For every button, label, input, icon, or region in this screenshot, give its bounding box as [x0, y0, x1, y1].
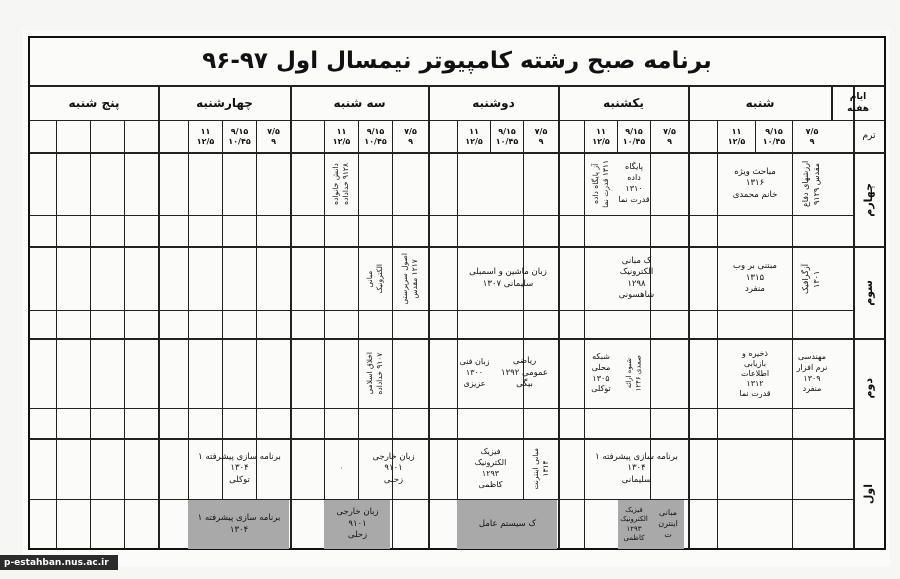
day-sunday: یکشنبه — [603, 95, 644, 110]
class-cell: برنامه سازی پیشرفته ۱ ۱۳۰۴ — [197, 513, 281, 535]
page-title: برنامه صبح رشته کامپیوتر نیمسال اول ۹۷-۹۶ — [202, 48, 712, 74]
col-divider — [56, 120, 57, 549]
slot-3: ۱۱ ۱۲/۵ — [727, 126, 746, 146]
term-label-1: اول — [861, 483, 875, 505]
col-divider — [688, 86, 690, 549]
class-cell: ک سیستم عامل — [478, 518, 537, 529]
row-divider — [29, 408, 854, 409]
class-cell: ۰ — [339, 464, 344, 473]
class-cell: برنامه سازی پیشرفته ۱ ۱۳۰۴ توکلی — [198, 451, 281, 485]
class-cell: آزگرافیک ۱۳۰۱ — [801, 263, 821, 294]
term-label-4: چهارم — [861, 182, 875, 217]
class-cell: اصول سرپرستی ۱۲۱۷ مقدس — [400, 252, 420, 305]
col-divider — [428, 86, 430, 549]
class-cell: پایگاه داده ۱۳۱۰ قدرت نما — [618, 162, 650, 204]
class-cell: دانش خانواده ۹۱۲۸ خداداده — [331, 163, 351, 205]
header-term: ترم — [862, 130, 876, 141]
slot-2: ۹/۱۵ ۱۰/۴۵ — [622, 126, 646, 146]
col-divider — [558, 86, 560, 549]
slot-1: ۷/۵ ۹ — [267, 126, 280, 146]
slot-1: ۷/۵ ۹ — [534, 126, 548, 146]
class-cell: فیزیک الکترونیک ۱۲۹۳ کاظمی — [474, 447, 507, 489]
site-watermark: p-estahban.nus.ac.ir — [0, 555, 118, 570]
header-days-label — [832, 86, 884, 120]
header-hafte: هفته — [847, 104, 869, 114]
term-label-2: دوم — [861, 378, 875, 399]
day-tuesday: سه شنبه — [333, 95, 386, 110]
slot-2: ۹/۱۵ ۱۰/۴۵ — [495, 126, 519, 146]
class-cell: مبانی الکترونیک — [365, 263, 385, 294]
slot-2: ۹/۱۵ ۱۰/۴۵ — [762, 126, 786, 146]
class-cell: زبان خارجی ۹۱۰۱ زحلی — [372, 451, 415, 485]
col-divider — [158, 86, 160, 549]
class-cell: مبتنی بر وب ۱۳۱۵ منفرد — [733, 261, 777, 295]
class-cell: اخلاق اسلامی ۹۱۰۷ خداداده — [365, 352, 385, 395]
class-cell: ارزشهای دفاع مقدس ۹۱۲۹ — [801, 160, 821, 208]
class-cell: آز پایگاه داده ۱۳۱۱ قدرت نما — [590, 160, 610, 208]
class-cell: ذخیره و بازیابی اطلاعات ۱۳۱۲ قدرت نما — [739, 348, 771, 398]
slot-1: ۷/۵ ۹ — [663, 126, 676, 146]
slot-1: ۷/۵ ۹ — [404, 126, 417, 146]
slot-3: ۱۱ ۱۲/۵ — [196, 126, 215, 146]
day-thursday: پنج شنبه — [68, 95, 120, 110]
class-cell: شبوه ارائه صمدی ۱۲۴۶ — [624, 355, 642, 392]
row-divider — [29, 310, 854, 311]
slot-2: ۹/۱۵ ۱۰/۴۵ — [228, 126, 251, 146]
class-cell: ریاضی عمومی ۱۲۹۲ بیگی — [501, 356, 548, 390]
slot-2: ۹/۱۵ ۱۰/۴۵ — [364, 126, 387, 146]
day-monday: دوشنبه — [472, 95, 515, 110]
row-divider — [29, 499, 854, 500]
class-cell: زبان خارجی ۹۱۰۱ زحلی — [336, 507, 379, 541]
slot-3: ۱۱ ۱۲/۵ — [592, 126, 610, 146]
slot-3: ۱۱ ۱۲/۵ — [332, 126, 351, 146]
class-cell: برنامه سازی پیشرفته ۱ ۱۳۰۴ سلیمانی — [595, 451, 678, 485]
col-divider — [124, 120, 125, 549]
class-cell: زبان ماشین و اسمبلی سلیمانی ۱۳۰۷ — [469, 267, 547, 289]
slot-1: ۷/۵ ۹ — [805, 126, 819, 146]
class-cell: شبکه محلی ۱۳۰۵ توکلی — [591, 351, 611, 394]
class-cell: ک مبانی الکترونیک ۱۲۹۸ شاهسونی — [618, 255, 655, 300]
class-cell: زبان فنی ۱۳۰۰ عزیزی — [459, 357, 490, 388]
class-cell: فیزیک الکترونیک ۱۲۹۳ کاظمی — [620, 505, 648, 542]
row-divider — [29, 215, 854, 216]
header-ayyam: ایام — [849, 91, 867, 102]
term-label-3: سوم — [861, 279, 875, 306]
day-saturday: شنبه — [745, 95, 775, 110]
col-divider — [90, 120, 91, 549]
day-wednesday: چهارشنبه — [196, 95, 253, 110]
col-divider — [290, 86, 292, 549]
class-cell: مبانی اینترن ت — [658, 508, 678, 539]
slot-3: ۱۱ ۱۲/۵ — [465, 126, 483, 146]
class-cell: مهندسی نرم افزار ۱۳۰۹ منفرد — [796, 351, 828, 394]
class-cell: مبانی اینترنت ۱۳۱۴ — [530, 448, 550, 490]
class-cell: مباحث ویژه ۱۳۱۶ خانم محمدی — [732, 166, 778, 200]
